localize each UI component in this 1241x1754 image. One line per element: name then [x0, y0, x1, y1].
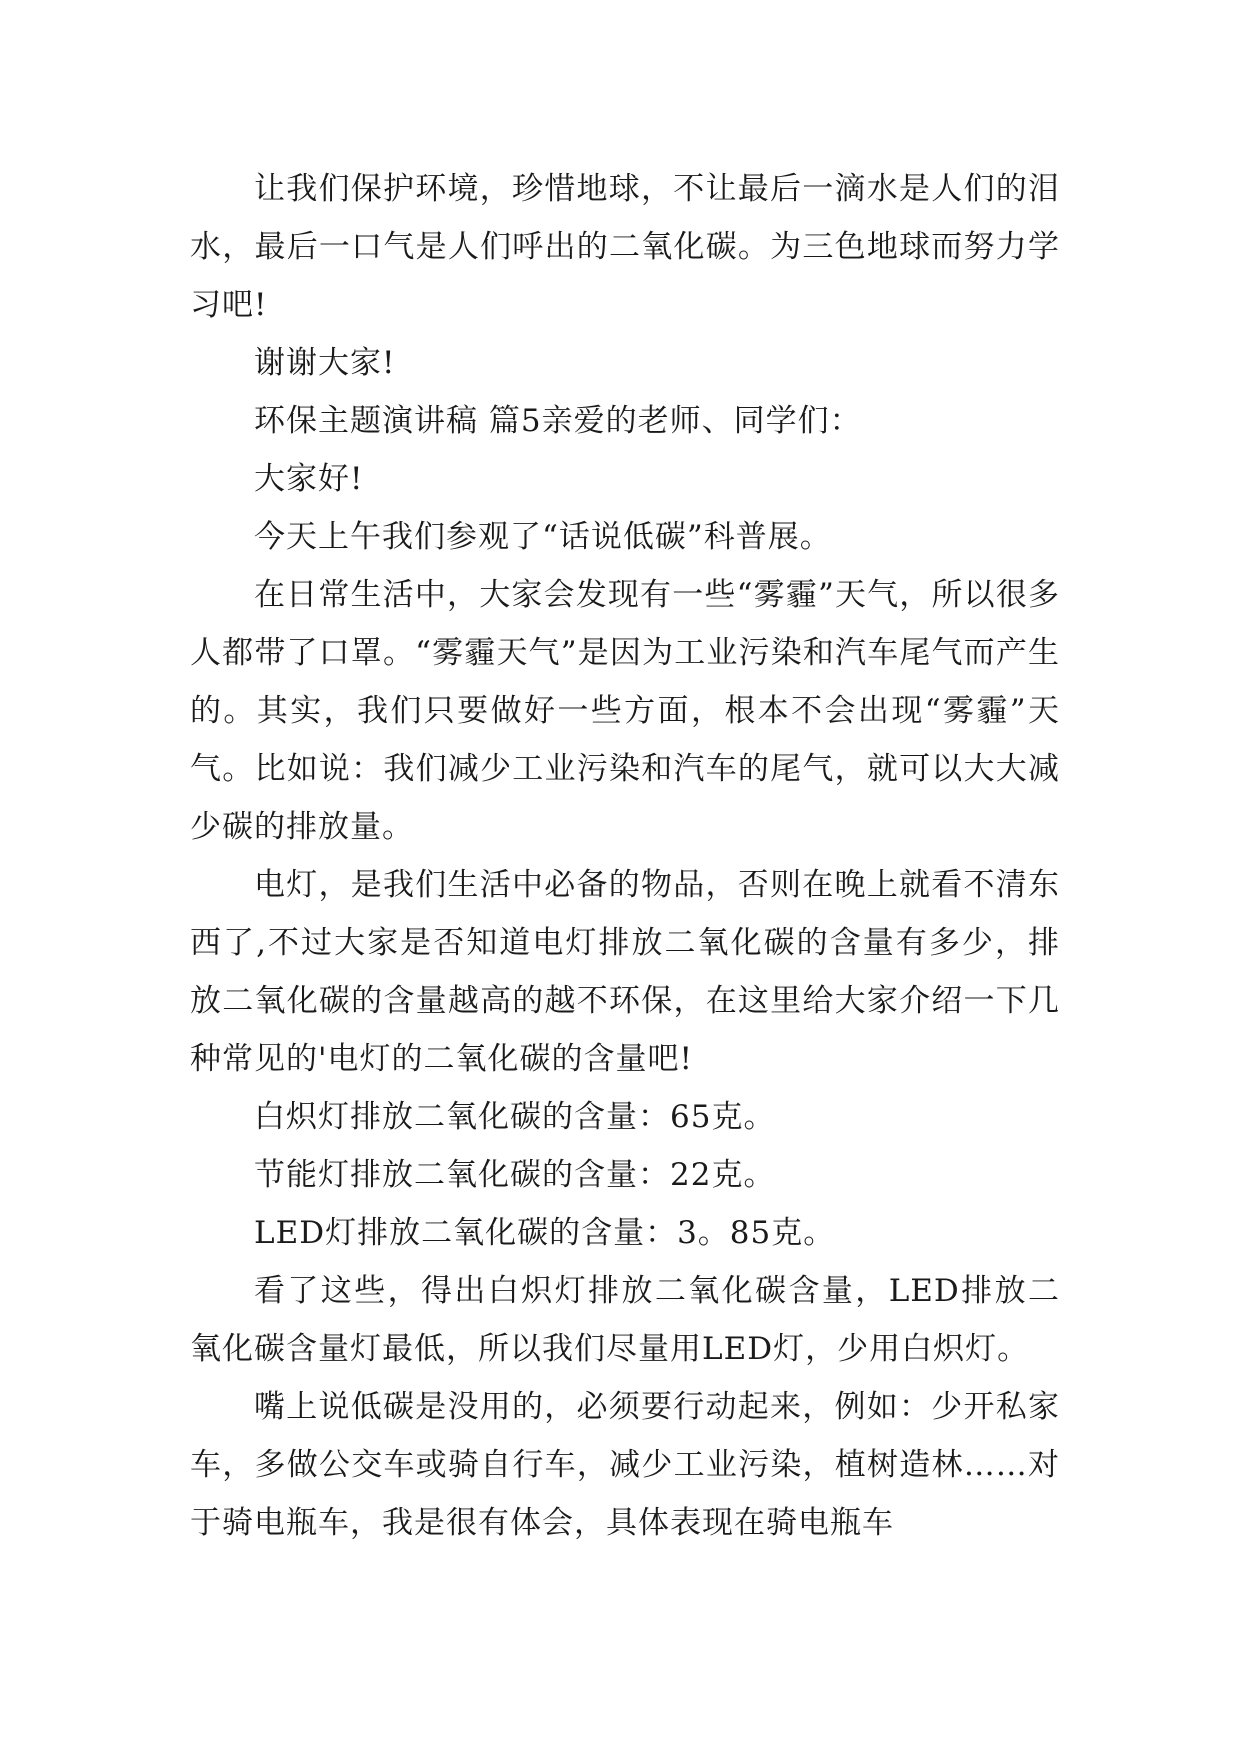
- paragraph: LED灯排放二氧化碳的含量：3。85克。: [254, 1215, 836, 1251]
- paragraph: 电灯，是我们生活中必备的物品，否则在晚上就看不清东西了,不过大家是否知道电灯排放二氧化碳的含量有多少，排放二氧化碳的含量越高的越不环保，在这里给大家介绍一下几种常见的'电灯的二氧化碳的含量吧!: [190, 867, 1060, 1077]
- paragraph: 在日常生活中，大家会发现有一些“雾霾”天气，所以很多人都带了口罩。“雾霾天气”是因为工业污染和汽车尾气而产生的。其实，我们只要做好一些方面，根本不会出现“雾霾”天气。比如说：我们减少工业污染和汽车的尾气，就可以大大减少碳的排放量。: [190, 577, 1060, 845]
- document-body: [190, 160, 1060, 1552]
- paragraph: 谢谢大家!: [254, 345, 396, 381]
- paragraph: 大家好!: [254, 461, 364, 497]
- paragraph: 环保主题演讲稿 篇5亲爱的老师、同学们：: [254, 403, 862, 439]
- paragraph: 让我们保护环境，珍惜地球，不让最后一滴水是人们的泪水，最后一口气是人们呼出的二氧化碳。为三色地球而努力学习吧!: [190, 171, 1060, 323]
- paragraph: 白炽灯排放二氧化碳的含量：65克。: [254, 1099, 776, 1135]
- paragraph: 嘴上说低碳是没用的，必须要行动起来，例如：少开私家车，多做公交车或骑自行车，减少工业污染，植树造林……对于骑电瓶车，我是很有体会，具体表现在骑电瓶车: [190, 1389, 1060, 1541]
- paragraph: 今天上午我们参观了“话说低碳”科普展。: [254, 519, 832, 555]
- paragraph: 节能灯排放二氧化碳的含量：22克。: [254, 1157, 776, 1193]
- paragraph: 看了这些，得出白炽灯排放二氧化碳含量，LED排放二氧化碳含量灯最低，所以我们尽量用LED灯，少用白炽灯。: [190, 1273, 1060, 1367]
